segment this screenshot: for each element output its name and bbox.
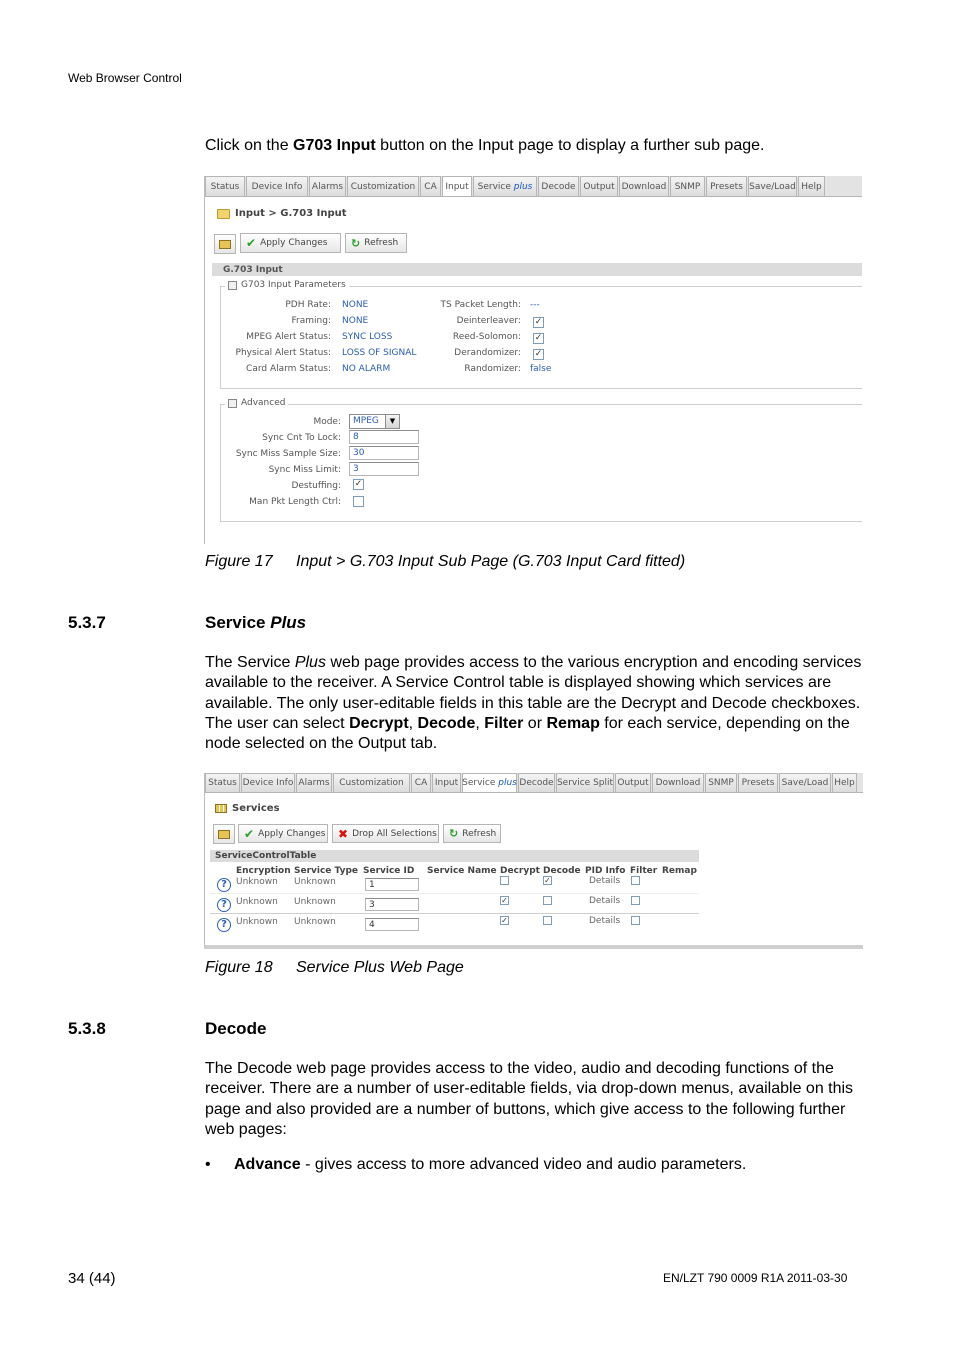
chevron-down-icon: ▼: [385, 415, 399, 428]
tab-label: Download: [621, 181, 667, 192]
tab-decode[interactable]: [538, 176, 579, 196]
decrypt-checkbox[interactable]: ✓: [501, 896, 508, 905]
tab-input[interactable]: [432, 773, 461, 792]
column-header: Decrypt: [500, 866, 540, 876]
param-label: Physical Alert Status:: [235, 348, 331, 358]
table-bottom-rule: [210, 913, 699, 914]
group-title: G.703 Input: [223, 264, 283, 275]
column-header: Service Name: [427, 866, 497, 876]
doc-date: 2011-03-30: [786, 1271, 848, 1285]
tab-label: SNMP: [674, 181, 701, 192]
refresh-icon: ↻: [449, 827, 459, 840]
para-italic: Plus: [294, 654, 326, 671]
tab-label: Download: [655, 778, 701, 788]
tab-ca[interactable]: [420, 176, 441, 196]
tab-label-italic: plus: [498, 778, 517, 788]
tab-label-italic: plus: [513, 181, 533, 192]
tab-label: Service: [462, 778, 496, 788]
param-value: LOSS OF SIGNAL: [342, 348, 417, 358]
refresh-button[interactable]: [443, 824, 501, 843]
service-id-input[interactable]: 4: [365, 918, 419, 931]
tab-snmp[interactable]: [670, 176, 705, 196]
service-plus-screenshot: [204, 773, 863, 949]
help-icon[interactable]: ?: [217, 898, 231, 912]
refresh-icon: ↻: [351, 236, 361, 250]
bullet-bold: Advance: [234, 1156, 301, 1173]
section-title: Decode: [205, 1019, 267, 1038]
bullet-item: [205, 1156, 865, 1174]
para-text: web page provides access to the various encryption and encoding services available to the receiver. A Service Control table is displayed showing which services are available. The only user-editable fields in this table are the Decrypt and Decode checkboxes. The user can select: [205, 654, 862, 732]
man-pkt-label: Man Pkt Length Ctrl:: [249, 497, 341, 507]
collapse-icon[interactable]: [228, 281, 237, 290]
breadcrumb: [217, 208, 347, 219]
tab-help[interactable]: [798, 176, 825, 196]
table-title-bar: [210, 850, 699, 862]
refresh-label: Refresh: [364, 238, 399, 248]
check-icon: ✔: [246, 236, 257, 250]
g703-input-screenshot: [204, 176, 862, 544]
tab-label: CA: [414, 778, 428, 788]
para-bold: Filter: [484, 714, 524, 732]
params-legend: [225, 280, 349, 290]
figure18-caption: [205, 959, 464, 977]
tab-label: Save/Load: [781, 778, 829, 788]
filter-checkbox[interactable]: [631, 916, 640, 925]
tab-save-load[interactable]: [748, 176, 797, 196]
tab-label: Output: [583, 181, 615, 192]
column-header: Service Type: [294, 866, 359, 876]
param-label: TS Packet Length:: [440, 300, 521, 310]
tab-label: Decode: [519, 778, 554, 788]
tab-service[interactable]: [473, 176, 537, 196]
refresh-label: Refresh: [462, 828, 497, 839]
decode-paragraph: The Decode web page provides access to the video, audio and decoding functions of the receiver. There are a number of user-editable fields, via drop-down menus, available on this page and also provided are a number of buttons, which give access to the following further web pages:: [205, 1060, 854, 1138]
up-folder-button[interactable]: [213, 824, 235, 844]
tab-label: Status: [210, 181, 240, 192]
intro-text-end: button on the Input page to display a further sub page.: [375, 137, 765, 154]
up-folder-icon: [218, 830, 230, 839]
param-value: NONE: [342, 300, 369, 310]
param-label: MPEG Alert Status:: [246, 332, 331, 342]
filter-checkbox[interactable]: [631, 896, 640, 905]
param-label: Reed-Solomon:: [452, 332, 521, 342]
tab-label: Device Info: [251, 181, 303, 192]
tab-snmp[interactable]: [705, 773, 737, 792]
column-header: Remap: [662, 866, 697, 876]
para-bold: Decode: [417, 714, 476, 732]
param-value: NONE: [342, 316, 369, 326]
caption-number: Figure 18: [205, 959, 273, 976]
help-icon[interactable]: ?: [217, 918, 231, 932]
collapse-icon[interactable]: [228, 399, 237, 408]
intro-bold: G703 Input: [293, 137, 376, 154]
tab-label: Input: [434, 778, 459, 788]
tab-output[interactable]: [580, 176, 618, 196]
para-text: ,: [408, 714, 418, 732]
tab-status[interactable]: [205, 176, 245, 196]
tab-input[interactable]: [442, 176, 472, 196]
sync-miss-limit-input[interactable]: 3: [349, 462, 419, 476]
sync-miss-size-label: Sync Miss Sample Size:: [235, 449, 341, 459]
figure17-caption: [205, 553, 685, 571]
destuffing-label: Destuffing:: [291, 481, 341, 491]
apply-changes-button[interactable]: [240, 233, 341, 253]
tab-service-split[interactable]: [556, 773, 614, 792]
param-label: Derandomizer:: [454, 348, 521, 358]
decode-checkbox[interactable]: [543, 896, 552, 905]
section-title-italic: Plus: [270, 613, 307, 632]
param-label: PDH Rate:: [285, 300, 331, 310]
tab-label: Presets: [710, 181, 743, 192]
param-checkbox[interactable]: ✓: [534, 333, 543, 343]
apply-changes-label: Apply Changes: [258, 828, 326, 839]
intro-paragraph: [205, 136, 865, 156]
tab-label: Customization: [350, 181, 416, 192]
service-id-input[interactable]: 1: [365, 878, 419, 891]
param-checkbox[interactable]: ✓: [534, 349, 543, 359]
pid-details-link[interactable]: Details: [589, 896, 621, 906]
section-number: 5.3.8: [68, 1019, 106, 1038]
tab-help[interactable]: [832, 773, 857, 792]
para-text: The Service: [205, 654, 295, 671]
doc-reference: [663, 1271, 847, 1285]
column-header: Service ID: [363, 866, 415, 876]
tab-status[interactable]: [205, 773, 240, 792]
param-label: Deinterleaver:: [456, 316, 521, 326]
section-title: [205, 613, 306, 633]
section-number: 5.3.7: [68, 613, 106, 632]
para-bold: Decrypt: [349, 714, 409, 732]
tab-label: Alarms: [298, 778, 330, 788]
close-icon: ✖: [338, 826, 349, 841]
advanced-legend: [225, 398, 288, 408]
tab-label: Presets: [741, 778, 775, 788]
breadcrumb-text: Input > G.703 Input: [235, 208, 347, 219]
para-text: for each service, depending on the node selected on the Output tab.: [205, 714, 850, 753]
refresh-button[interactable]: [345, 233, 407, 253]
tab-label: CA: [424, 181, 437, 192]
section-title-text: Service: [205, 613, 271, 632]
pid-details-link[interactable]: Details: [589, 916, 621, 926]
up-folder-button[interactable]: [214, 234, 236, 254]
column-header: Decode: [543, 866, 581, 876]
folder-icon: [217, 209, 230, 219]
column-header: PID Info: [585, 866, 626, 876]
tab-bar: [205, 176, 862, 197]
tab-label: Decode: [541, 181, 576, 192]
encryption-cell: Unknown: [236, 877, 278, 887]
tab-decode[interactable]: [518, 773, 555, 792]
service-plus-paragraph: [205, 653, 865, 754]
tab-presets[interactable]: [738, 773, 778, 792]
table-icon: [215, 804, 227, 813]
decode-checkbox[interactable]: ✓: [544, 876, 551, 885]
mode-select[interactable]: [349, 414, 400, 429]
params-legend-text: G703 Input Parameters: [241, 280, 346, 290]
caption-text: Input > G.703 Input Sub Page (G.703 Input Card fitted): [296, 553, 686, 570]
tab-device-info[interactable]: [241, 773, 295, 792]
service-type-cell: Unknown: [294, 917, 336, 927]
encryption-cell: Unknown: [236, 917, 278, 927]
sync-miss-size-input[interactable]: 30: [349, 446, 419, 460]
man-pkt-checkbox[interactable]: [353, 496, 364, 507]
tab-presets[interactable]: [706, 176, 747, 196]
column-header: Filter: [630, 866, 658, 876]
drop-all-label: Drop All Selections: [352, 828, 437, 839]
tab-label: Help: [834, 778, 855, 788]
check-icon: ✔: [244, 826, 255, 841]
pid-details-link[interactable]: Details: [589, 876, 621, 886]
service-id-input[interactable]: 3: [365, 898, 419, 911]
doc-id: EN/LZT 790 0009 R1A: [663, 1271, 784, 1285]
tab-output[interactable]: [615, 773, 651, 792]
page-number: 34 (44): [68, 1270, 116, 1287]
destuffing-checkbox[interactable]: ✓: [354, 479, 363, 489]
decrypt-checkbox[interactable]: ✓: [501, 916, 508, 925]
bullet-text: - gives access to more advanced video and audio parameters.: [300, 1156, 747, 1173]
tab-bar: [205, 773, 863, 793]
tab-device-info[interactable]: [246, 176, 308, 196]
service-type-cell: Unknown: [294, 877, 336, 887]
param-label: Randomizer:: [464, 364, 521, 374]
tab-alarms[interactable]: [296, 773, 332, 792]
tab-alarms[interactable]: [309, 176, 346, 196]
tab-label: Save/Load: [749, 181, 796, 192]
mode-value: MPEG: [353, 416, 379, 426]
tab-label: Status: [208, 778, 237, 788]
services-title: [215, 803, 280, 814]
param-value: SYNC LOSS: [342, 332, 393, 342]
param-checkbox[interactable]: ✓: [534, 317, 543, 327]
param-value: NO ALARM: [342, 364, 391, 374]
caption-number: Figure 17: [205, 553, 273, 570]
mode-label: Mode:: [313, 417, 341, 427]
tab-label: Input: [445, 181, 469, 192]
sync-lock-label: Sync Cnt To Lock:: [262, 433, 341, 443]
tab-download[interactable]: [619, 176, 669, 196]
param-label: Framing:: [291, 316, 331, 326]
tab-label: SNMP: [708, 778, 734, 788]
tab-label: Help: [801, 181, 822, 192]
tab-label: Service: [477, 181, 511, 192]
sync-miss-limit-label: Sync Miss Limit:: [268, 465, 341, 475]
encryption-cell: Unknown: [236, 897, 278, 907]
help-icon[interactable]: ?: [217, 878, 231, 892]
drop-all-button[interactable]: [332, 824, 439, 843]
row-rule: [210, 893, 699, 894]
tab-service[interactable]: [462, 773, 517, 792]
caption-text: Service Plus Web Page: [296, 959, 464, 976]
param-label: Card Alarm Status:: [246, 364, 331, 374]
running-header: Web Browser Control: [68, 71, 182, 85]
apply-changes-button[interactable]: [238, 824, 328, 843]
para-text: or: [523, 714, 547, 732]
tab-label: Alarms: [311, 181, 344, 192]
up-folder-icon: [219, 240, 231, 249]
param-value: false: [530, 364, 552, 374]
column-header: Encryption: [236, 866, 291, 876]
tab-label: Service Split: [556, 778, 614, 788]
service-type-cell: Unknown: [294, 897, 336, 907]
decrypt-checkbox[interactable]: [500, 876, 509, 885]
decode-checkbox[interactable]: [543, 916, 552, 925]
services-title-text: Services: [232, 803, 280, 814]
apply-changes-label: Apply Changes: [260, 238, 328, 248]
tab-label: Output: [617, 778, 649, 788]
filter-checkbox[interactable]: [631, 876, 640, 885]
tab-customization[interactable]: [333, 773, 410, 792]
bullet-dot: •: [205, 1156, 211, 1173]
tab-download[interactable]: [652, 773, 704, 792]
tab-save-load[interactable]: [779, 773, 831, 792]
group-title-bar: [212, 263, 862, 276]
param-value: ---: [530, 300, 540, 310]
para-text: ,: [475, 714, 485, 732]
tab-ca[interactable]: [411, 773, 431, 792]
sync-lock-input[interactable]: 8: [349, 430, 419, 444]
para-bold: Remap: [546, 714, 600, 732]
intro-text: Click on the: [205, 137, 294, 154]
tab-label: Device Info: [242, 778, 294, 788]
table-title: ServiceControlTable: [215, 851, 317, 861]
advanced-legend-text: Advanced: [241, 398, 286, 408]
tab-customization[interactable]: [347, 176, 419, 196]
tab-label: Customization: [339, 778, 404, 788]
